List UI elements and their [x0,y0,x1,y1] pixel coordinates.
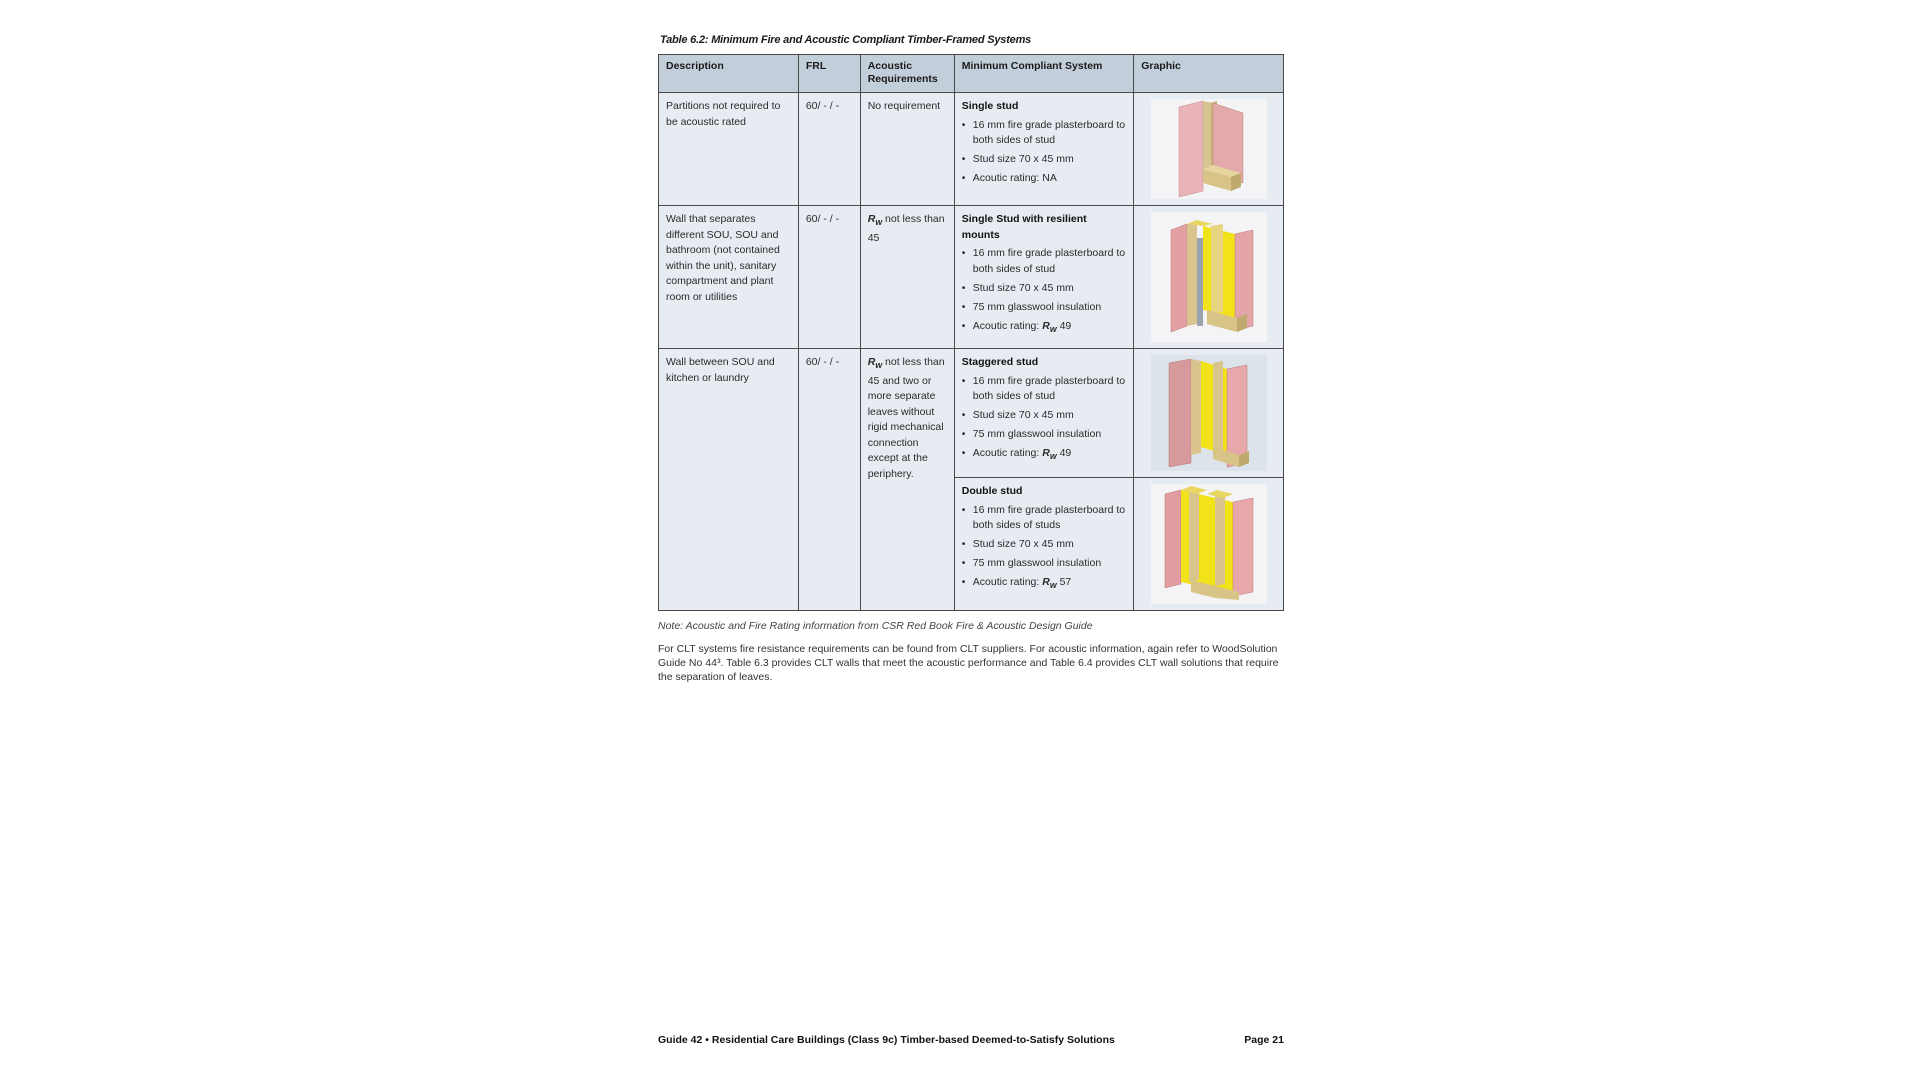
body-paragraph: For CLT systems fire resistance requirements can be found from CLT suppliers. For acoustic information, again refer to WoodSolution Guide No 44³. Table 6.3 provides CLT walls that meet the acoustic performance and Table 6.4 provides CLT wall solutions that require the separation of leaves. [658,643,1279,683]
page-number: Page 21 [1244,1034,1284,1046]
double-stud-wall-graphic [1151,484,1267,604]
header-graphic: Graphic [1134,55,1284,93]
frl-cell: 60/ - / - [798,206,860,349]
system-bullet: • 16 mm fire grade plasterboard to both sides of stud [962,118,1126,149]
graphic-cell [1134,206,1284,349]
system-bullets [962,503,1126,594]
system-title: Single Stud with resilient mounts [961,213,1087,241]
document-page [658,34,1284,684]
frl-cell: 60/ - / - [798,349,860,611]
system-bullet: • Stud size 70 x 45 mm [962,537,1126,553]
description-cell: Wall that separates different SOU, SOU and bathroom (not contained within the unit), sanitary compartment and plant room or utilities [659,206,799,349]
system-bullets [962,246,1126,337]
table-caption: Table 6.2: Minimum Fire and Acoustic Compliant Timber-Framed Systems [660,34,1032,46]
system-rating: • Acoutic rating: $R_w$ 57 [962,575,1126,594]
staggered-stud-wall-graphic [1151,355,1267,471]
resilient-mount-wall-graphic [1151,212,1267,342]
system-title: Double stud [961,485,1023,497]
systems-table [658,54,1284,611]
acoustic-cell: $R_w$ not less than 45 and two or more separate leaves without rigid mechanical connection except at the periphery. [860,349,954,611]
system-bullet: • 75 mm glasswool insulation [962,556,1126,572]
acoustic-cell: No requirement [860,93,954,206]
header-frl: FRL [798,55,860,93]
system-rating: • Acoutic rating: $R_w$ 49 [962,446,1126,465]
rating-value: 49 [1059,447,1072,459]
table-header-row [659,55,1284,93]
footer-title: Guide 42 • Residential Care Buildings (Class 9c) Timber-based Deemed-to-Satisfy Solutions [658,1034,1115,1046]
system-bullet: • 16 mm fire grade plasterboard to both sides of stud [962,246,1126,277]
system-bullet: • Stud size 70 x 45 mm [962,281,1126,297]
system-cell [954,93,1133,206]
system-bullet: • 16 mm fire grade plasterboard to both sides of stud [962,374,1126,405]
header-system: Minimum Compliant System [954,55,1133,93]
graphic-cell [1134,349,1284,478]
acoustic-cell: $R_w$ not less than 45 [860,206,954,349]
system-bullets [962,374,1126,465]
system-bullet: • Stud size 70 x 45 mm [962,152,1126,168]
system-title: Single stud [961,100,1019,112]
table-note: Note: Acoustic and Fire Rating information from CSR Red Book Fire & Acoustic Design Guide [658,620,1093,632]
system-bullet: • Stud size 70 x 45 mm [962,408,1126,424]
description-cell: Wall between SOU and kitchen or laundry [659,349,799,611]
system-bullet: • 16 mm fire grade plasterboard to both sides of studs [962,503,1126,534]
system-cell [954,206,1133,349]
header-acoustic: Acoustic Requirements [860,55,954,93]
system-bullet: • 75 mm glasswool insulation [962,300,1126,316]
graphic-cell [1134,93,1284,206]
table-row [659,349,1284,478]
system-rating: • Acoutic rating: NA [962,171,1126,187]
rating-value: 49 [1059,319,1072,332]
frl-cell: 60/ - / - [798,93,860,206]
system-rating: • Acoutic rating: $R_w$ 49 [962,319,1126,338]
system-cell [954,478,1133,611]
table-row [659,93,1284,206]
rating-value: NA [1042,172,1057,184]
table-row [659,206,1284,349]
system-bullet: • 75 mm glasswool insulation [962,427,1126,443]
system-cell [954,349,1133,478]
header-description: Description [659,55,799,93]
system-title: Staggered stud [961,356,1039,368]
page-footer [658,1034,1284,1046]
single-stud-wall-graphic [1151,99,1267,199]
rating-value: 57 [1059,576,1072,588]
description-cell: Partitions not required to be acoustic rated [659,93,799,206]
system-bullets [962,118,1126,187]
graphic-cell [1134,478,1284,611]
